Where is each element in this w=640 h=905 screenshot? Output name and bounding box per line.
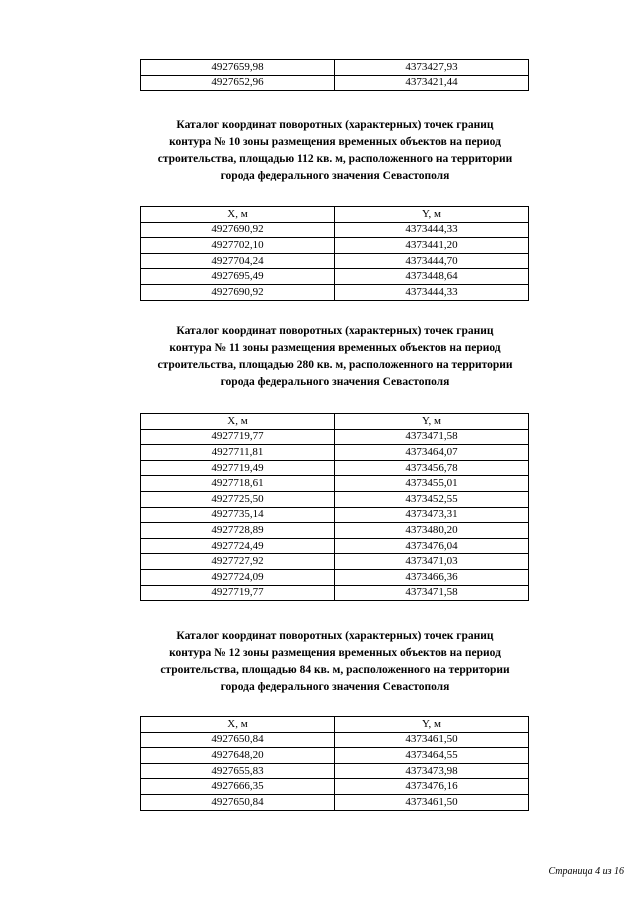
y-cell: 4373461,50 bbox=[335, 794, 529, 810]
coordinates-table-contour-10 bbox=[140, 206, 529, 301]
table-row bbox=[141, 507, 529, 523]
table-row bbox=[141, 284, 529, 300]
x-cell: 4927648,20 bbox=[141, 748, 335, 764]
heading-line: Каталог координат поворотных (характерных) точек границ bbox=[176, 325, 494, 337]
table-row bbox=[141, 748, 529, 764]
table-row bbox=[141, 60, 529, 76]
heading-line: города федерального значения Севастополя bbox=[220, 170, 450, 182]
y-cell: 4373461,50 bbox=[335, 732, 529, 748]
x-cell: 4927728,89 bbox=[141, 523, 335, 539]
table-row bbox=[141, 222, 529, 238]
x-cell: 4927650,84 bbox=[141, 732, 335, 748]
table-row bbox=[141, 779, 529, 795]
y-cell: 4373448,64 bbox=[335, 269, 529, 285]
y-cell: 4373476,04 bbox=[335, 538, 529, 554]
table-row bbox=[141, 75, 529, 91]
heading-line: города федерального значения Севастополя bbox=[220, 681, 450, 693]
y-cell: 4373476,16 bbox=[335, 779, 529, 795]
column-header-y: Y, м bbox=[335, 414, 529, 430]
table-header-row bbox=[141, 717, 529, 733]
y-cell: 4373456,78 bbox=[335, 460, 529, 476]
table-row bbox=[141, 523, 529, 539]
x-cell: 4927702,10 bbox=[141, 238, 335, 254]
y-cell: 4373464,07 bbox=[335, 445, 529, 461]
x-cell: 4927724,49 bbox=[141, 538, 335, 554]
coordinates-table-contour-12 bbox=[140, 716, 529, 811]
x-cell: 4927650,84 bbox=[141, 794, 335, 810]
heading-line: контура № 12 зоны размещения временных объектов на период bbox=[169, 647, 501, 659]
y-cell: 4373444,33 bbox=[335, 284, 529, 300]
y-cell: 4373444,70 bbox=[335, 253, 529, 269]
coordinates-table-continued bbox=[140, 59, 529, 91]
table-row bbox=[141, 732, 529, 748]
table-row bbox=[141, 429, 529, 445]
section-heading-contour-10 bbox=[120, 117, 550, 185]
x-cell: 4927735,14 bbox=[141, 507, 335, 523]
x-cell: 4927724,09 bbox=[141, 569, 335, 585]
table-row bbox=[141, 238, 529, 254]
x-cell: 4927719,49 bbox=[141, 460, 335, 476]
heading-line: контура № 11 зоны размещения временных объектов на период bbox=[169, 342, 501, 354]
table-row bbox=[141, 460, 529, 476]
x-cell: 4927727,92 bbox=[141, 554, 335, 570]
table-row bbox=[141, 538, 529, 554]
y-cell: 4373444,33 bbox=[335, 222, 529, 238]
heading-line: города федерального значения Севастополя bbox=[220, 376, 450, 388]
table-row bbox=[141, 569, 529, 585]
table-row bbox=[141, 763, 529, 779]
table-row bbox=[141, 476, 529, 492]
heading-line: строительства, площадью 280 кв. м, расположенного на территории bbox=[157, 359, 513, 371]
y-cell: 4373471,58 bbox=[335, 585, 529, 601]
y-cell: 4373464,55 bbox=[335, 748, 529, 764]
x-cell: 4927690,92 bbox=[141, 222, 335, 238]
x-cell: 4927690,92 bbox=[141, 284, 335, 300]
heading-line: строительства, площадью 112 кв. м, расположенного на территории bbox=[157, 153, 513, 165]
table-row bbox=[141, 269, 529, 285]
page-number: Страница 4 из 16 bbox=[548, 866, 624, 877]
y-cell: 4373455,01 bbox=[335, 476, 529, 492]
heading-line: строительства, площадью 84 кв. м, расположенного на территории bbox=[160, 664, 510, 676]
table-row bbox=[141, 585, 529, 601]
x-cell: 4927695,49 bbox=[141, 269, 335, 285]
table-row bbox=[141, 253, 529, 269]
y-cell: 4373471,03 bbox=[335, 554, 529, 570]
y-cell: 4373421,44 bbox=[335, 75, 529, 91]
x-cell: 4927659,98 bbox=[141, 60, 335, 76]
x-cell: 4927718,61 bbox=[141, 476, 335, 492]
section-heading-contour-12 bbox=[120, 628, 550, 696]
x-cell: 4927652,96 bbox=[141, 75, 335, 91]
coordinates-table-contour-11 bbox=[140, 413, 529, 601]
column-header-x: X, м bbox=[141, 207, 335, 223]
column-header-x: X, м bbox=[141, 717, 335, 733]
table-header-row bbox=[141, 207, 529, 223]
x-cell: 4927704,24 bbox=[141, 253, 335, 269]
column-header-x: X, м bbox=[141, 414, 335, 430]
y-cell: 4373480,20 bbox=[335, 523, 529, 539]
table-row bbox=[141, 491, 529, 507]
table-row bbox=[141, 554, 529, 570]
x-cell: 4927719,77 bbox=[141, 585, 335, 601]
table-row bbox=[141, 794, 529, 810]
x-cell: 4927725,50 bbox=[141, 491, 335, 507]
column-header-y: Y, м bbox=[335, 207, 529, 223]
table-row bbox=[141, 445, 529, 461]
x-cell: 4927655,83 bbox=[141, 763, 335, 779]
x-cell: 4927666,35 bbox=[141, 779, 335, 795]
heading-line: Каталог координат поворотных (характерных) точек границ bbox=[176, 119, 494, 131]
y-cell: 4373473,98 bbox=[335, 763, 529, 779]
y-cell: 4373427,93 bbox=[335, 60, 529, 76]
heading-line: контура № 10 зоны размещения временных объектов на период bbox=[169, 136, 501, 148]
table-header-row bbox=[141, 414, 529, 430]
y-cell: 4373473,31 bbox=[335, 507, 529, 523]
heading-line: Каталог координат поворотных (характерных) точек границ bbox=[176, 630, 494, 642]
y-cell: 4373452,55 bbox=[335, 491, 529, 507]
y-cell: 4373441,20 bbox=[335, 238, 529, 254]
section-heading-contour-11 bbox=[120, 323, 550, 391]
x-cell: 4927719,77 bbox=[141, 429, 335, 445]
x-cell: 4927711,81 bbox=[141, 445, 335, 461]
column-header-y: Y, м bbox=[335, 717, 529, 733]
y-cell: 4373466,36 bbox=[335, 569, 529, 585]
y-cell: 4373471,58 bbox=[335, 429, 529, 445]
